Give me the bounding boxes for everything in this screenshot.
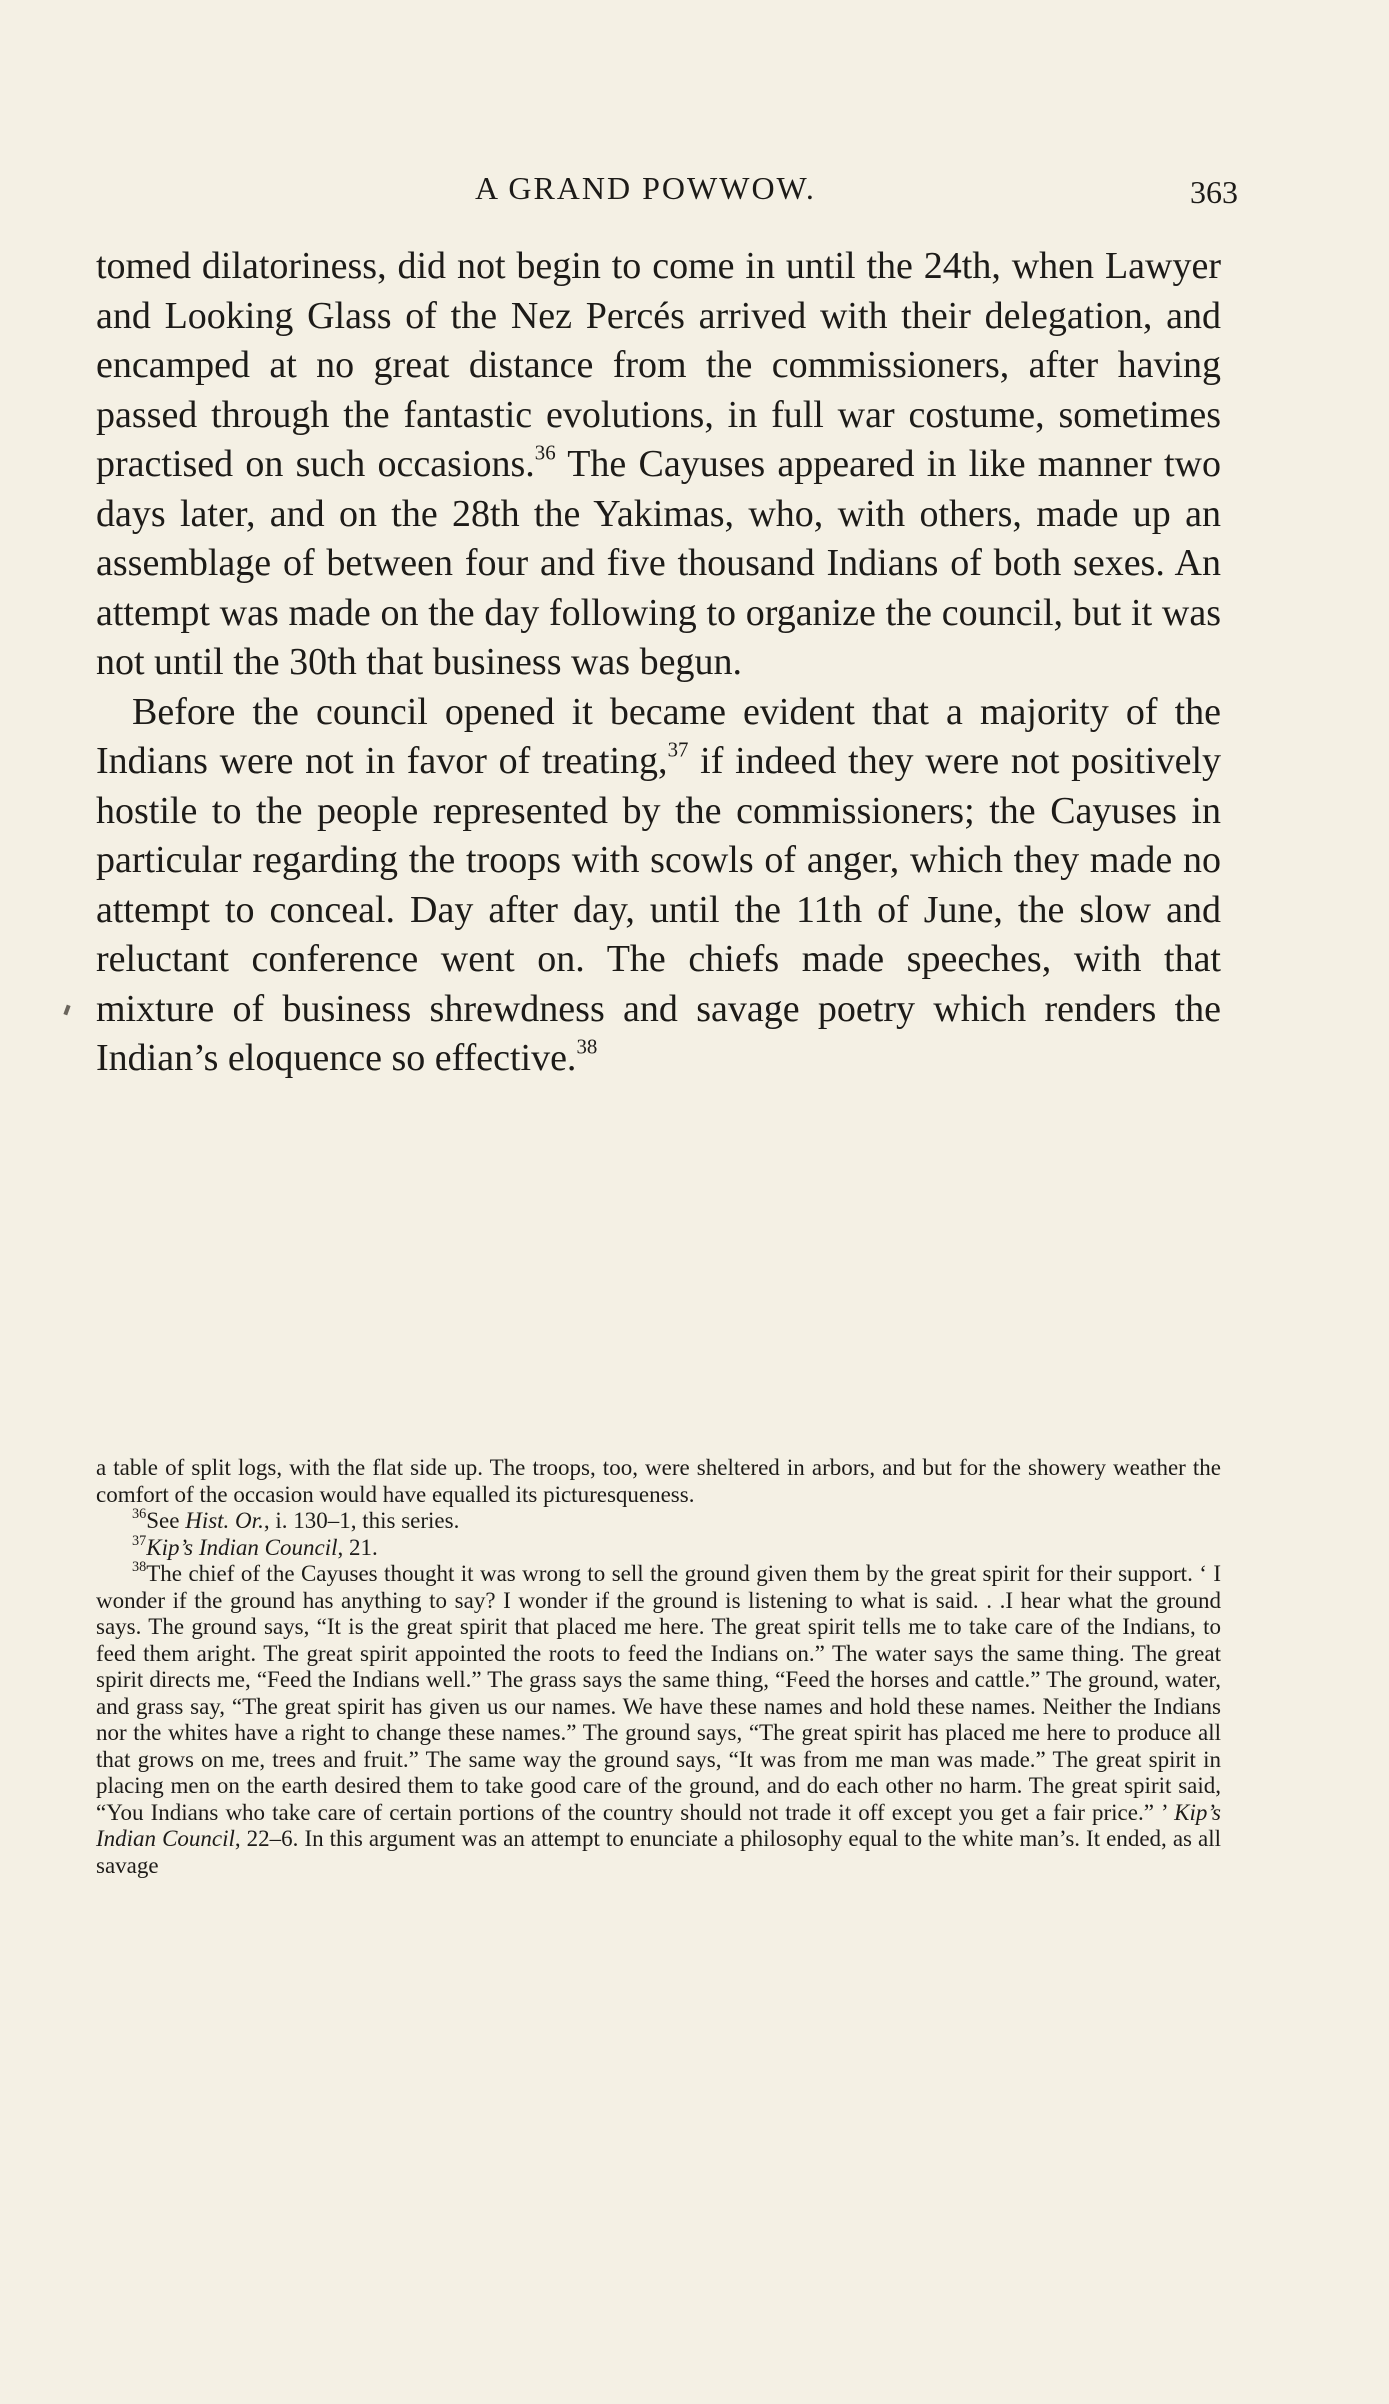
footnote-38-number: 38	[132, 1559, 147, 1576]
paragraph-2	[96, 688, 1221, 1084]
footnote-38	[96, 1561, 1221, 1879]
footnote-38-text: The chief of the Cayuses thought it was wrong to sell the ground given them by the great spirit for their support. ‘ I wonder if the ground has anything to say? I wonder if the ground is listening to what is said. . .I hear what the ground says. The ground says, “It is the great spirit that placed me here. The great spirit tells me to take care of the Indians, to feed them aright. The great spirit appointed the roots to feed the Indians on.” The water says the same thing. The great spirit directs me, “Feed the Indians well.” The grass says the same thing, “Feed the horses and cattle.” The ground, water, and grass say, “The great spirit has given us our names. We have these names and hold these names. Neither the Indians nor the whites have a right to change these names.” The ground says, “The great spirit has placed me here to produce all that grows on me, trees and fruit.” The same way the ground says, “It was from me man was made.” The great spirit in placing men on the earth desired them to take good care of the ground, and do each other no harm. The great spirit said, “You Indians who take care of certain portions of the country should not trade it off except you get a fair price.” ’	[96, 1561, 1221, 1825]
footnote-36	[96, 1508, 1221, 1535]
footnote-36-post: , i. 130–1, this series.	[263, 1508, 460, 1533]
page-number: 363	[1190, 174, 1238, 210]
paragraph-1-text-b: The Cayuses appeared in like manner two days later, and on the 28th the Yakimas, who, with others, made up an assemblage of between four and five thousand Indians of both sexes. An attempt was made on the day following to organize the council, but it was not until the 30th that business was begun.	[96, 443, 1221, 683]
footnotes	[96, 1455, 1221, 1879]
footnote-36-pre: See	[146, 1508, 186, 1533]
footnote-36-number: 36	[132, 1506, 147, 1523]
note-ref-38: 38	[576, 1034, 598, 1059]
footnote-37-number: 37	[132, 1532, 147, 1549]
footnote-38-title: Kip’s Indian Council	[96, 1799, 1221, 1851]
paragraph-2-text-b: if indeed they were not positively hostile to the people represented by the commissioners; the Cayuses in particular regarding the troops with scowls of anger, which they made no attempt to conceal. Day after day, until the 11th of June, the slow and reluctant conference went on. The chiefs made speeches, with that mixture of business shrewdness and savage poetry which renders the Indian’s eloquence so effective.	[96, 740, 1222, 1079]
footnote-37-post: , 21.	[337, 1534, 378, 1560]
margin-mark	[63, 1005, 70, 1016]
paragraph-1-text-a: tomed dilatoriness, did not begin to come in until the 24th, when Lawyer and Looking Glass of the Nez Percés arrived with their delegation, and encamped at no great distance from the commissioners, after having passed through the fantastic evolutions, in full war costume, sometimes practised on such occasions.	[96, 245, 1221, 485]
footnote-continuation: a table of split logs, with the flat side up. The troops, too, were sheltered in arbors, and but for the showery weather the comfort of the occasion would have equalled its picturesqueness.	[96, 1455, 1221, 1507]
footnote-37	[96, 1532, 1221, 1562]
note-ref-37: 37	[667, 737, 689, 762]
footnote-37-title: Kip’s Indian Council	[146, 1534, 338, 1560]
footnote-38-post: , 22–6. In this argument was an attempt to enunciate a philosophy equal to the white man’s. It ended, as all savage	[96, 1826, 1221, 1878]
paragraph-1	[96, 242, 1221, 688]
footnote-36-title: Hist. Or.	[185, 1508, 264, 1533]
main-text	[96, 242, 1221, 1084]
note-ref-36: 36	[534, 440, 556, 465]
running-head: A GRAND POWWOW.	[475, 170, 816, 206]
paragraph-2-text-a: Before the council opened it became evident that a majority of the Indians were not in favor of treating,	[96, 690, 1221, 782]
